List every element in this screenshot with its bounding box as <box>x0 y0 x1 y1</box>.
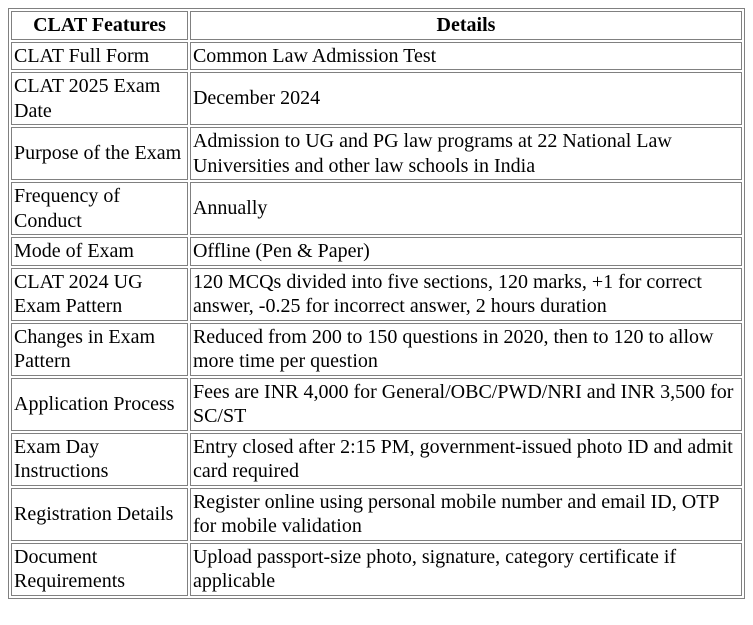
feature-cell: CLAT Full Form <box>11 42 188 71</box>
table-row <box>11 42 742 71</box>
table-row <box>11 127 742 180</box>
header-details: Details <box>190 11 742 40</box>
table-row <box>11 488 742 541</box>
details-cell: Common Law Admission Test <box>190 42 742 71</box>
table-row <box>11 182 742 235</box>
table-row <box>11 543 742 596</box>
feature-cell: Document Requirements <box>11 543 188 596</box>
details-cell: Fees are INR 4,000 for General/OBC/PWD/NRI and INR 3,500 for SC/ST <box>190 378 742 431</box>
clat-features-table <box>8 8 745 599</box>
feature-cell: CLAT 2024 UG Exam Pattern <box>11 268 188 321</box>
details-cell: Upload passport-size photo, signature, category certificate if applicable <box>190 543 742 596</box>
table-row <box>11 237 742 266</box>
details-cell: Admission to UG and PG law programs at 22 National Law Universities and other law schools in India <box>190 127 742 180</box>
feature-cell: Purpose of the Exam <box>11 127 188 180</box>
feature-cell: Exam Day Instructions <box>11 433 188 486</box>
details-cell: Reduced from 200 to 150 questions in 2020, then to 120 to allow more time per question <box>190 323 742 376</box>
details-cell: 120 MCQs divided into five sections, 120 marks, +1 for correct answer, -0.25 for incorrect answer, 2 hours duration <box>190 268 742 321</box>
feature-cell: Frequency of Conduct <box>11 182 188 235</box>
details-cell: Entry closed after 2:15 PM, government-issued photo ID and admit card required <box>190 433 742 486</box>
table-row <box>11 72 742 125</box>
feature-cell: Changes in Exam Pattern <box>11 323 188 376</box>
feature-cell: CLAT 2025 Exam Date <box>11 72 188 125</box>
feature-cell: Mode of Exam <box>11 237 188 266</box>
header-features: CLAT Features <box>11 11 188 40</box>
details-cell: Offline (Pen & Paper) <box>190 237 742 266</box>
details-cell: December 2024 <box>190 72 742 125</box>
header-row <box>11 11 742 40</box>
table-row <box>11 433 742 486</box>
table-row <box>11 378 742 431</box>
table-row <box>11 268 742 321</box>
details-cell: Register online using personal mobile number and email ID, OTP for mobile validation <box>190 488 742 541</box>
table-row <box>11 323 742 376</box>
feature-cell: Registration Details <box>11 488 188 541</box>
details-cell: Annually <box>190 182 742 235</box>
feature-cell: Application Process <box>11 378 188 431</box>
